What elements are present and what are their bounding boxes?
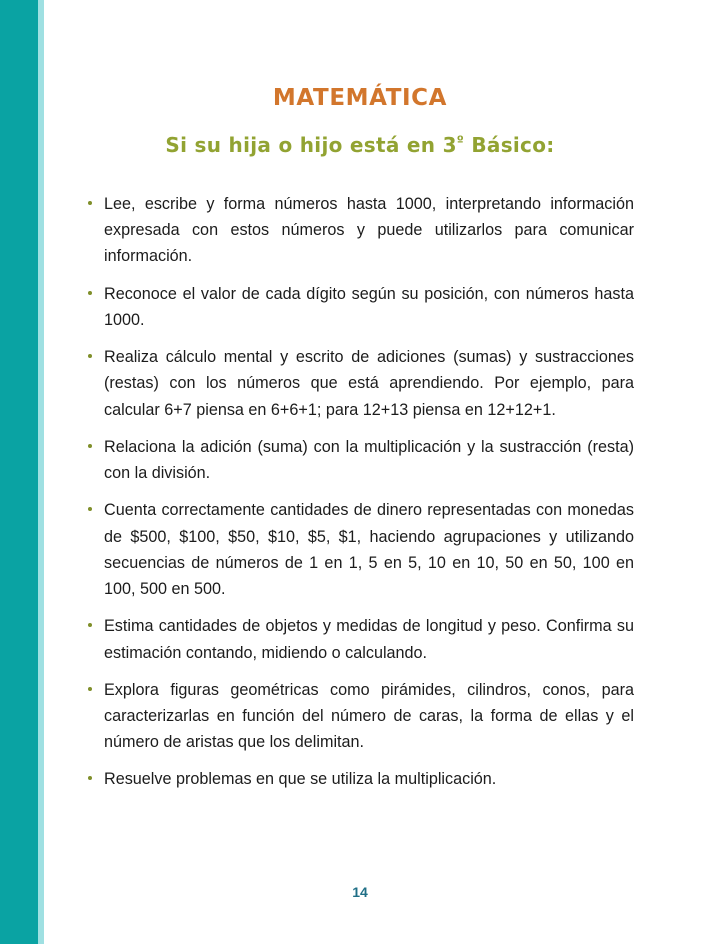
list-item-text: Realiza cálculo mental y escrito de adiciones (sumas) y sustracciones (restas) con los números que está aprendiendo. Por ejemplo, para calcular 6+7 piensa en 6+6+1; para 12+13 piensa en 12+12+1. — [104, 348, 634, 419]
bullet-dot-icon — [88, 623, 92, 627]
left-decorative-band-highlight — [38, 0, 44, 944]
left-decorative-band — [0, 0, 38, 944]
page-title: MATEMÁTICA — [272, 85, 448, 111]
bullet-dot-icon — [88, 507, 92, 511]
list-item-text: Explora figuras geométricas como pirámides, cilindros, conos, para caracterizarlas en función del número de caras, la forma de ellas y el número de aristas que los delimitan. — [104, 680, 634, 752]
list-item-text: Lee, escribe y forma números hasta 1000, interpretando información expresada con estos números y puede utilizarlos para comunicar información. — [104, 195, 634, 266]
list-item — [86, 434, 634, 486]
list-item — [86, 677, 634, 756]
page-content-column — [86, 0, 634, 944]
list-item — [86, 766, 634, 792]
list-item-text: Reconoce el valor de cada dígito según su posición, con números hasta 1000. — [104, 284, 634, 329]
page-number: 14 — [352, 884, 368, 900]
list-item-text: Relaciona la adición (suma) con la multiplicación y la sustracción (resta) con la división. — [104, 437, 634, 483]
bullet-dot-icon — [88, 291, 92, 295]
subtitle-suffix: Básico: — [464, 133, 555, 157]
list-item — [86, 344, 634, 423]
learning-objectives-list — [86, 157, 634, 793]
bullet-dot-icon — [88, 444, 92, 448]
subtitle-ordinal-marker: º — [456, 132, 465, 148]
list-item — [86, 613, 634, 665]
list-item — [86, 191, 634, 270]
bullet-dot-icon — [88, 201, 92, 205]
list-item-text: Cuenta correctamente cantidades de dinero representadas con monedas de $500, $100, $50, $10, $5, $1, haciendo agrupaciones y utilizando secuencias de números de 1 en 1, 5 en 5, 10 en 10, 50 en 50, 100 en 100, 500 en 500. — [104, 501, 634, 599]
subtitle-prefix: Si su hija o hijo está en 3 — [165, 133, 457, 157]
list-item-text: Estima cantidades de objetos y medidas de longitud y peso. Confirma su estimación contando, midiendo o calculando. — [104, 617, 634, 662]
list-item — [86, 281, 634, 333]
list-item-text: Resuelve problemas en que se utiliza la multiplicación. — [104, 770, 497, 789]
page-subtitle — [86, 111, 634, 157]
list-item — [86, 497, 634, 602]
bullet-dot-icon — [88, 354, 92, 358]
bullet-dot-icon — [88, 776, 92, 780]
bullet-dot-icon — [88, 687, 92, 691]
